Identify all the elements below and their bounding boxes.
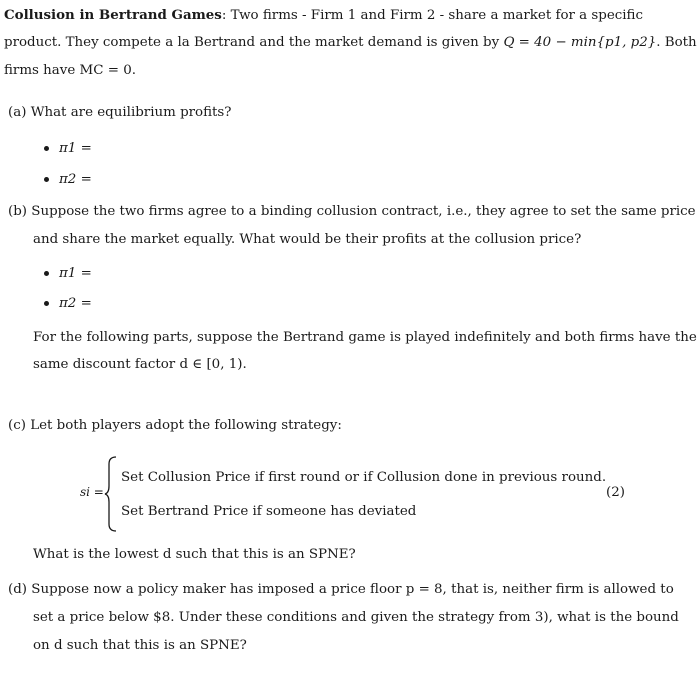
intro-line-1: Collusion in Bertrand Games: Two firms - Firm 1 and Firm 2 - share a market for a specific: [4, 7, 643, 23]
problem-title: Collusion in Bertrand Games: [4, 7, 222, 23]
bullet-dot: [44, 177, 49, 182]
following-line-2: same discount factor d ∈ [0, 1).: [33, 357, 247, 372]
question-a: (a) What are equilibrium profits?: [8, 105, 232, 120]
question-c-followup: What is the lowest d such that this is an SPNE?: [33, 547, 356, 562]
question-c: (c) Let both players adopt the following strategy:: [8, 418, 342, 433]
bullet-b-pi1: π1 =: [44, 266, 92, 281]
following-line-1: For the following parts, suppose the Bertrand game is played indefinitely and both firms have the: [33, 330, 697, 345]
question-d-line-3: on d such that this is an SPNE?: [33, 638, 247, 653]
intro-line-2: product. They compete a la Bertrand and the market demand is given by Q = 40 − min{p1, p2}. Both: [4, 35, 697, 50]
question-d-line-2: set a price below $8. Under these conditions and given the strategy from 3), what is the bound: [33, 610, 679, 625]
question-b-line-1: (b) Suppose the two firms agree to a binding collusion contract, i.e., they agree to set the same price: [8, 204, 696, 219]
bullet-a-pi2: π2 =: [44, 172, 92, 187]
strategy-lhs: si =: [80, 485, 104, 499]
strategy-case-bertrand: Set Bertrand Price if someone has deviated: [121, 504, 417, 519]
question-b-line-2: and share the market equally. What would be their profits at the collusion price?: [33, 232, 582, 247]
strategy-case-collusion: Set Collusion Price if first round or if Collusion done in previous round.: [121, 470, 607, 485]
demand-equation: Q = 40 − min{p1, p2}: [503, 35, 657, 50]
intro-line-3: firms have MC = 0.: [4, 63, 136, 78]
bullet-dot: [44, 146, 49, 151]
question-d-line-1: (d) Suppose now a policy maker has imposed a price floor p = 8, that is, neither firm is allowed to: [8, 582, 674, 597]
bullet-dot: [44, 301, 49, 306]
bullet-dot: [44, 271, 49, 276]
bullet-b-pi2: π2 =: [44, 296, 92, 311]
cases-brace: [104, 456, 118, 532]
bullet-a-pi1: π1 =: [44, 141, 92, 156]
equation-number: (2): [606, 485, 625, 500]
